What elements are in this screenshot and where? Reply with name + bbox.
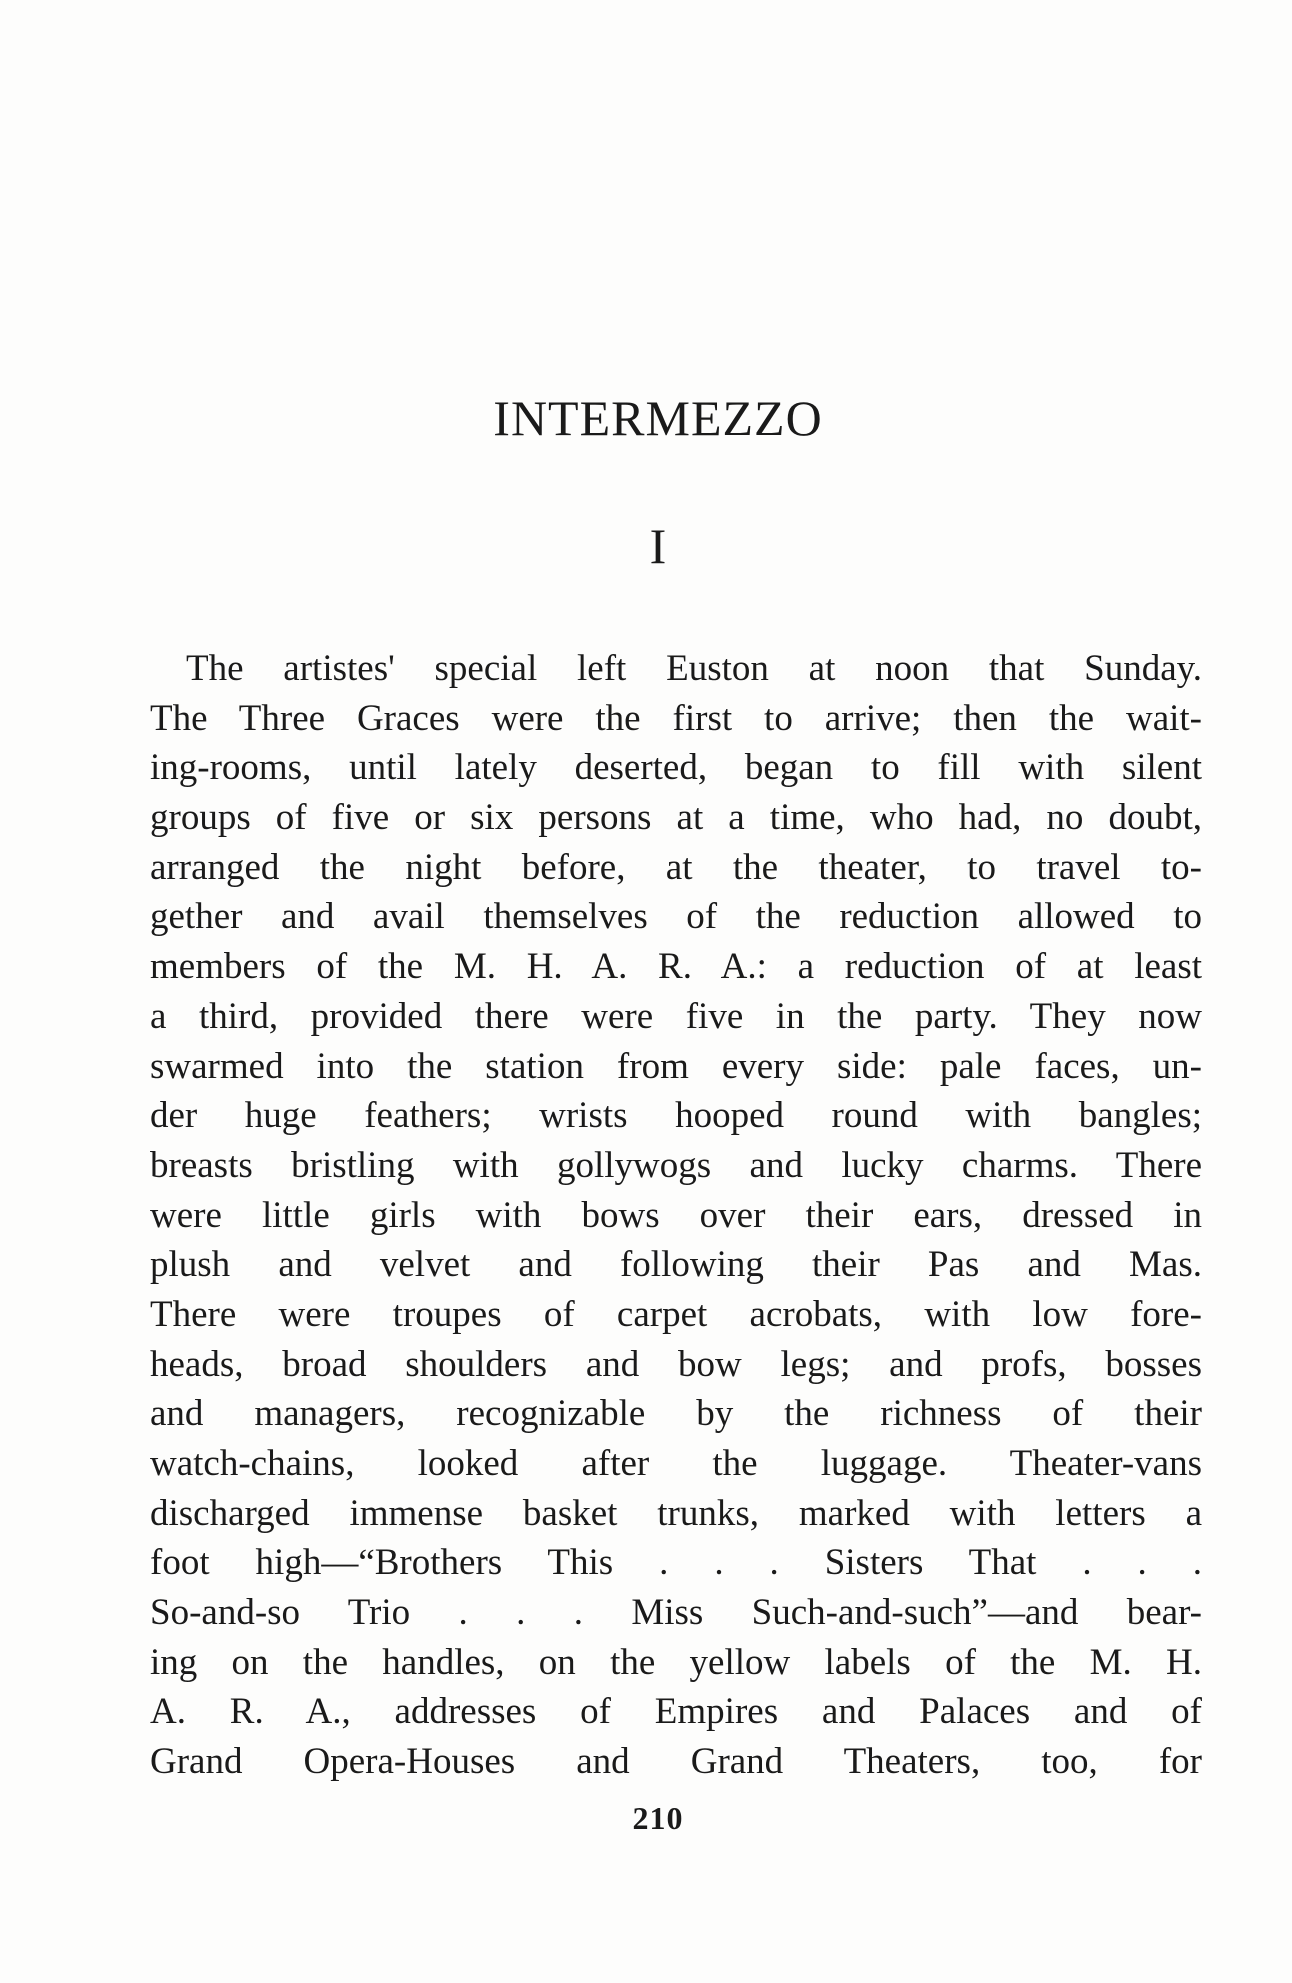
text-line: There were troupes of carpet acrobats, with low fore- xyxy=(150,1293,1202,1335)
text-line: discharged immense basket trunks, marked with letters a xyxy=(150,1492,1202,1534)
text-line: So-and-so Trio . . . Miss Such-and-such”—and bear- xyxy=(150,1592,1202,1634)
text-line: Grand Opera-Houses and Grand Theaters, too, for xyxy=(150,1741,1202,1783)
section-numeral: I xyxy=(649,518,667,574)
text-line: and managers, recognizable by the richness of their xyxy=(150,1393,1202,1435)
text-line: were little girls with bows over their ears, dressed in xyxy=(150,1194,1202,1236)
text-line: arranged the night before, at the theater, to travel to- xyxy=(150,846,1202,888)
text-line: ing-rooms, until lately deserted, began to fill with silent xyxy=(150,747,1202,789)
chapter-title: INTERMEZZO xyxy=(493,390,823,446)
text-line: The Three Graces were the first to arrive; then the wait- xyxy=(150,697,1202,739)
text-line: a third, provided there were five in the party. They now xyxy=(150,995,1202,1037)
text-line: gether and avail themselves of the reduction allowed to xyxy=(150,896,1202,938)
text-line: der huge feathers; wrists hooped round with bangles; xyxy=(150,1095,1202,1137)
text-line: plush and velvet and following their Pas and Mas. xyxy=(150,1244,1202,1286)
text-line: A. R. A., addresses of Empires and Palaces and of xyxy=(150,1691,1202,1733)
text-line: The artistes' special left Euston at noon that Sunday. xyxy=(186,648,1202,689)
text-line: ing on the handles, on the yellow labels of the M. H. xyxy=(150,1641,1202,1683)
text-line: foot high—“Brothers This . . . Sisters That . . . xyxy=(150,1542,1202,1584)
text-line: groups of five or six persons at a time, who had, no doubt, xyxy=(150,797,1202,839)
text-line: watch-chains, looked after the luggage. Theater-vans xyxy=(150,1443,1202,1484)
text-line: heads, broad shoulders and bow legs; and profs, bosses xyxy=(150,1343,1202,1385)
body-text xyxy=(150,644,1202,1787)
text-line: swarmed into the station from every side: pale faces, un- xyxy=(150,1045,1202,1087)
text-line: members of the M. H. A. R. A.: a reduction of at least xyxy=(150,946,1202,988)
text-line: breasts bristling with gollywogs and lucky charms. There xyxy=(150,1144,1202,1186)
page-number: 210 xyxy=(632,1800,684,1836)
